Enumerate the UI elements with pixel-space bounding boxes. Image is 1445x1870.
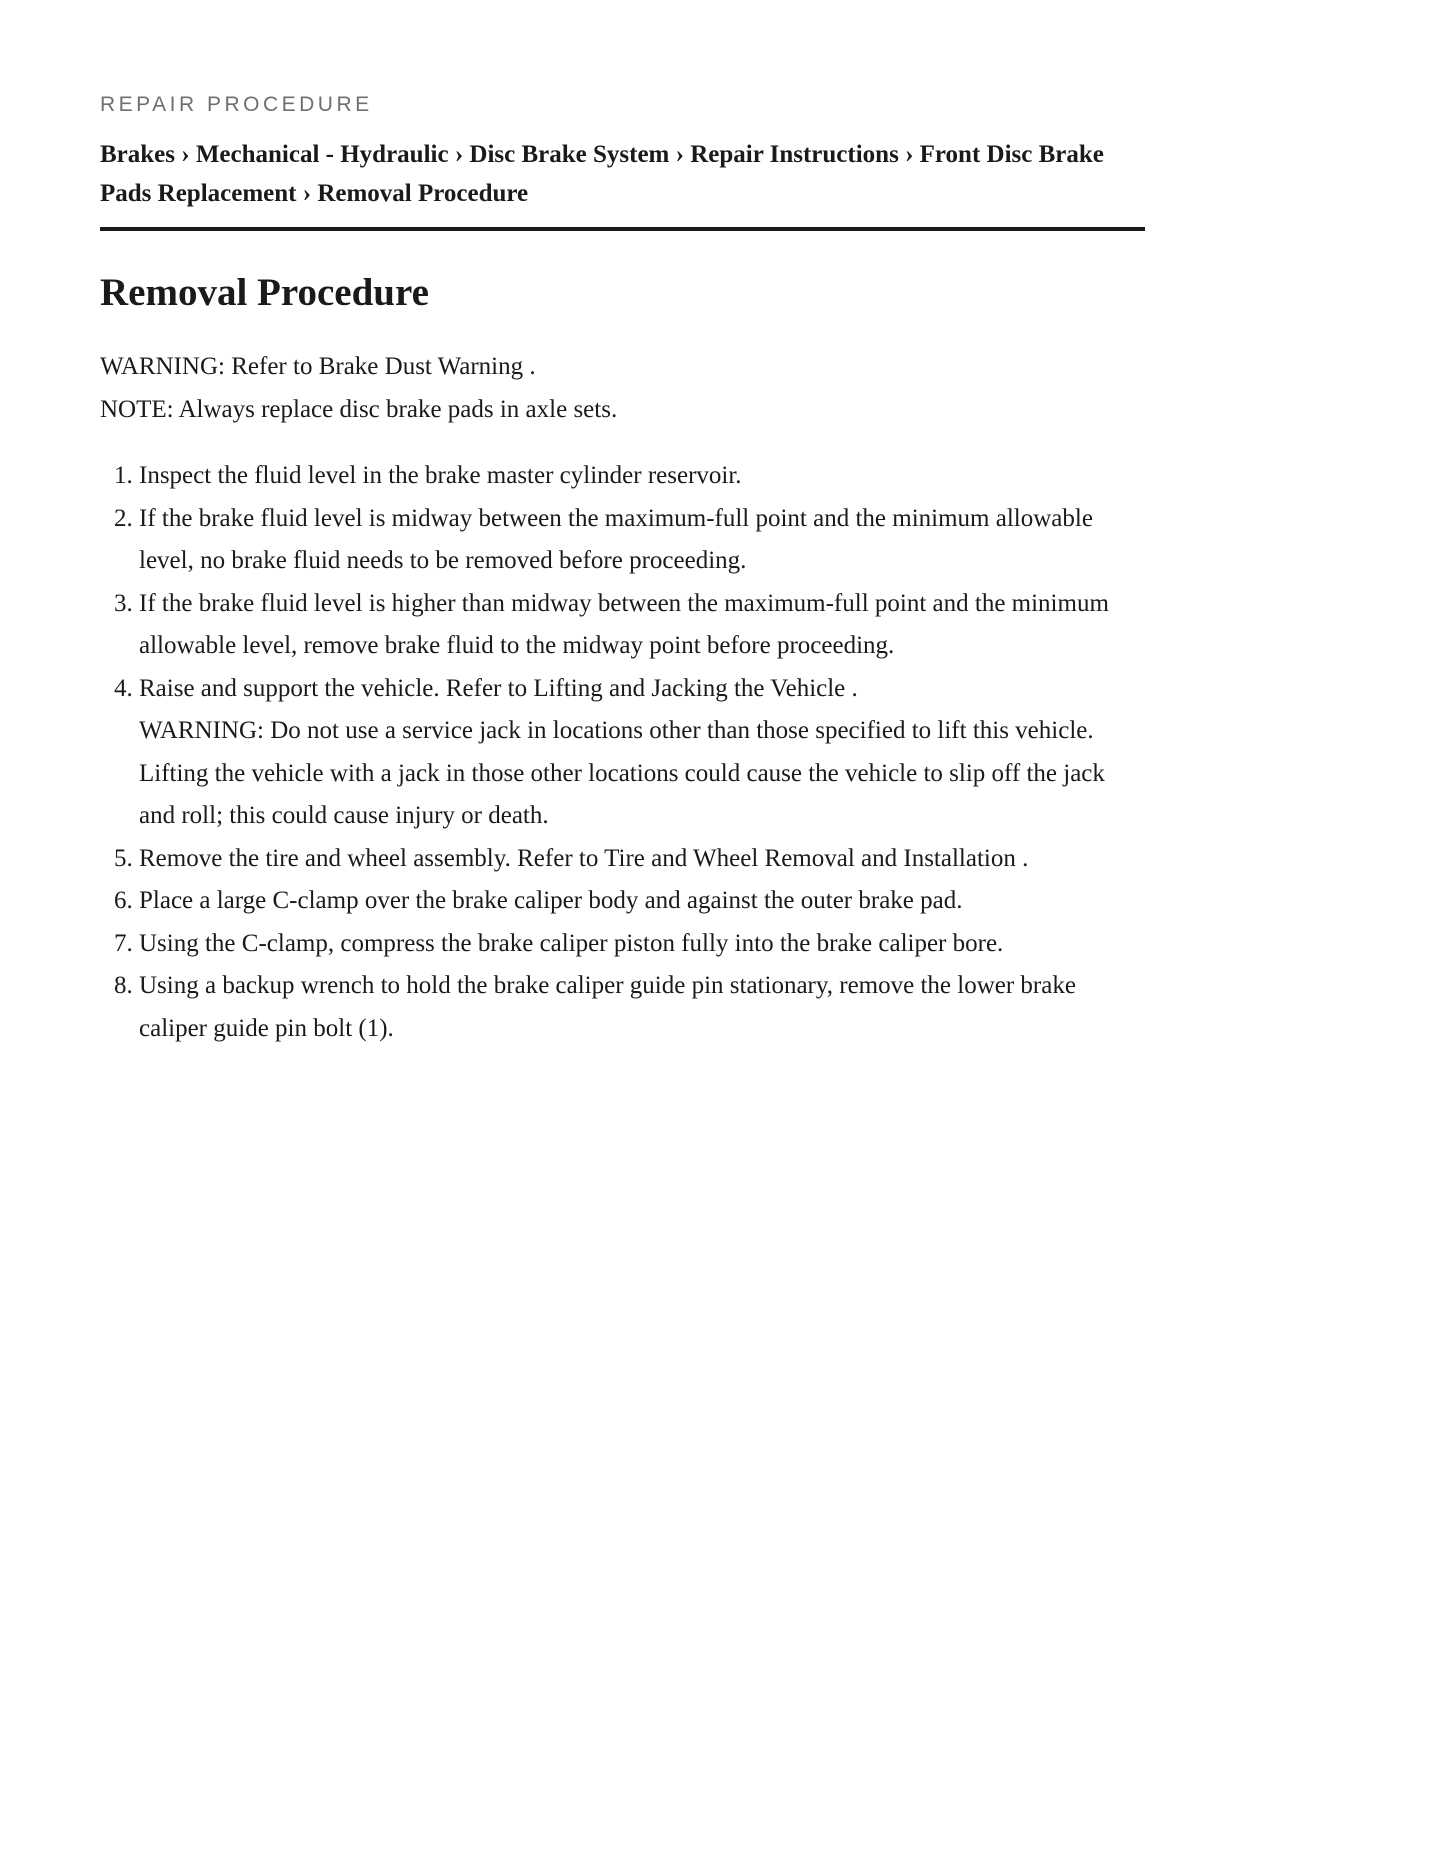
step-text: Place a large C-clamp over the brake caliper body and against the outer brake pad. [139,887,963,914]
step-text: If the brake fluid level is midway between the maximum-full point and the minimum allowable level, no brake fluid needs to be removed before proceeding. [139,504,1093,574]
step-item [139,880,1145,923]
step-text: Raise and support the vehicle. Refer to Lifting and Jacking the Vehicle . [139,674,858,702]
step-text: Using a backup wrench to hold the brake caliper guide pin stationary, remove the lower brake caliper guide pin bolt (1). [139,972,1076,1042]
breadcrumb-separator: › [181,141,196,168]
step-text: If the brake fluid level is higher than midway between the maximum-full point and the minimum allowable level, remove brake fluid to the midway point before proceeding. [139,589,1109,659]
note-text: NOTE: Always replace disc brake pads in axle sets. [100,396,618,423]
breadcrumb-item[interactable]: Repair Instructions [690,141,899,168]
breadcrumb-separator: › [675,141,691,168]
step-item [139,668,1145,838]
step-item [139,838,1145,881]
step-item [139,455,1145,498]
warning-text: WARNING: Refer to Brake Dust Warning . [100,353,536,380]
procedure-steps [100,455,1145,1050]
step-text: Using the C-clamp, compress the brake caliper piston fully into the brake caliper bore. [139,929,1004,957]
page-title: Removal Procedure [100,271,429,314]
breadcrumb-current: Removal Procedure [317,180,529,207]
breadcrumb-item[interactable]: Front Disc Brake Pads Replacement [100,141,1104,207]
breadcrumb-item[interactable]: Disc Brake System [469,141,670,168]
breadcrumb-item[interactable]: Brakes [100,141,175,168]
breadcrumb-separator: › [302,180,318,207]
breadcrumb-separator: › [905,141,920,168]
section-label: REPAIR PROCEDURE [100,93,373,116]
step-item [139,965,1145,1050]
breadcrumb [100,135,1145,231]
step-item [139,583,1145,668]
step-warning: WARNING: Do not use a service jack in locations other than those specified to lift this vehicle. Lifting the vehicle with a jack in those other locations could cause the vehicle to slip off the jack and roll; this could cause injury or death. [139,717,1105,829]
breadcrumb-item[interactable]: Mechanical - Hydraulic [195,141,449,168]
document-page [0,0,1245,1050]
step-item [139,498,1145,583]
step-text: Remove the tire and wheel assembly. Refer to Tire and Wheel Removal and Installation . [139,844,1029,872]
step-item [139,923,1145,966]
step-text: Inspect the fluid level in the brake master cylinder reservoir. [139,462,742,489]
breadcrumb-separator: › [454,141,470,168]
